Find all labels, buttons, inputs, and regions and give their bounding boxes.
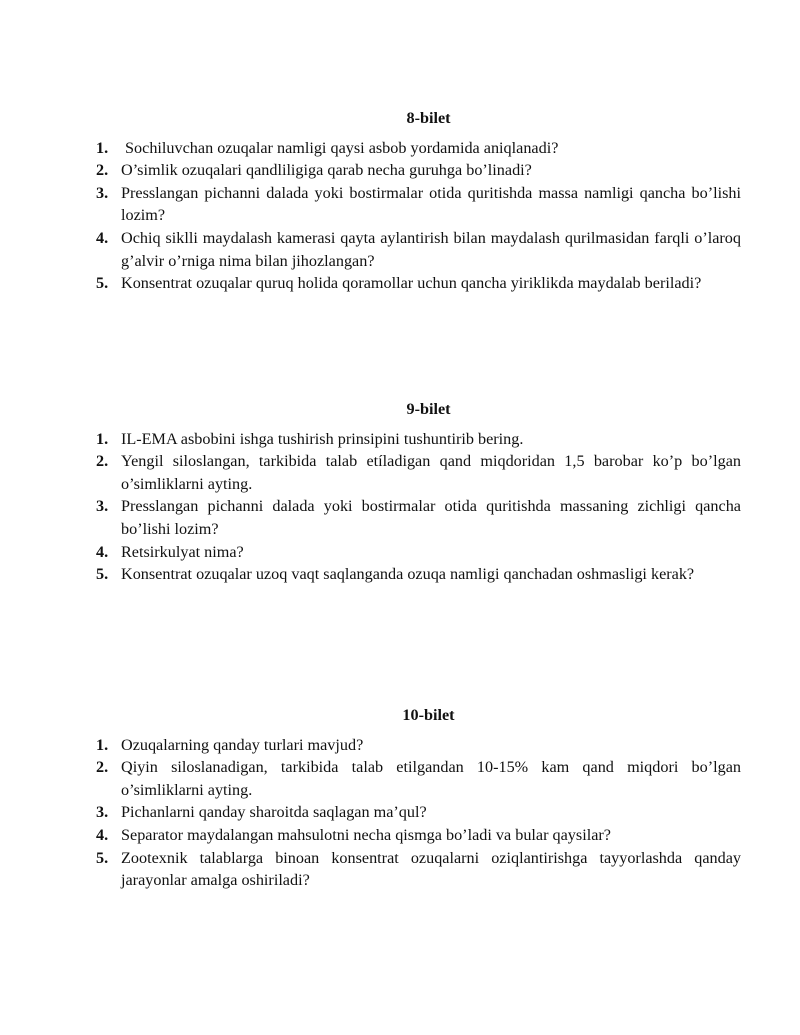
question-text: IL-EMA asbobini ishga tushirish prinsipini tushuntirib bering. <box>121 429 524 448</box>
question-text: Presslangan pichanni dalada yoki bostirmalar otida quritishda massa namligi qancha bo’lishi lozim? <box>121 183 741 225</box>
question-number: 1. <box>96 138 109 157</box>
question-number: 1. <box>96 429 109 448</box>
question-text: Separator maydalangan mahsulotni necha qismga bo’ladi va bular qaysilar? <box>121 825 611 844</box>
question-text: Ozuqalarning qanday turlari mavjud? <box>121 735 364 754</box>
question-item <box>96 182 741 227</box>
ticket-10-title: 10-bilet <box>402 706 455 724</box>
question-number: 5. <box>96 274 109 293</box>
question-item <box>96 227 741 272</box>
ticket-8-section <box>96 107 741 295</box>
question-number: 4. <box>96 825 109 844</box>
question-number: 4. <box>96 228 109 247</box>
question-text: Zootexnik talablarga binoan konsentrat ozuqalarni oziqlantirishga tayyorlashda qanday jarayonlar amalga oshiriladi? <box>121 848 741 890</box>
question-item <box>96 734 741 757</box>
question-item <box>96 159 741 182</box>
question-number: 5. <box>96 565 109 584</box>
question-item <box>96 824 741 847</box>
question-item <box>96 450 741 495</box>
question-item <box>96 428 741 451</box>
question-item <box>96 495 741 540</box>
question-item <box>96 137 741 160</box>
question-number: 3. <box>96 497 109 516</box>
question-number: 5. <box>96 848 109 867</box>
ticket-10-section <box>96 704 741 892</box>
question-item <box>96 272 741 295</box>
question-number: 4. <box>96 542 109 561</box>
question-item <box>96 801 741 824</box>
ticket-8-question-list <box>96 137 741 295</box>
question-text: O’simlik ozuqalari qandliligiga qarab necha guruhga bo’linadi? <box>121 161 532 180</box>
question-number: 3. <box>96 183 109 202</box>
question-text: Ochiq siklli maydalash kamerasi qayta aylantirish bilan maydalash qurilmasidan farqli o’laroq g’alvir o’rniga nima bilan jihozlangan? <box>121 228 741 270</box>
question-item <box>96 563 741 586</box>
question-text: Konsentrat ozuqalar uzoq vaqt saqlanganda ozuqa namligi qanchadan oshmasligi kerak? <box>121 565 695 584</box>
question-text: Yengil siloslangan, tarkibida talab etíladigan qand miqdoridan 1,5 barobar ko’p bo’lgan o’simliklarni ayting. <box>121 452 741 493</box>
ticket-9-section <box>96 398 741 586</box>
question-number: 3. <box>96 803 109 822</box>
question-number: 1. <box>96 735 109 754</box>
question-text: Qiyin siloslanadigan, tarkibida talab etilgandan 10-15% kam qand miqdori bo’lgan o’simliklarni ayting. <box>121 758 741 799</box>
question-item <box>96 847 741 892</box>
question-item <box>96 541 741 564</box>
question-text: Konsentrat ozuqalar quruq holida qoramollar uchun qancha yiriklikda maydalab beriladi? <box>121 274 702 293</box>
question-text: Presslangan pichanni dalada yoki bostirmalar otida quritishda massaning zichligi qancha bo’lishi lozim? <box>121 497 741 538</box>
ticket-9-question-list <box>96 428 741 586</box>
question-number: 2. <box>96 161 109 180</box>
question-item <box>96 756 741 801</box>
ticket-8-title: 8-bilet <box>406 109 451 127</box>
question-text: Pichanlarni qanday sharoitda saqlagan ma’qul? <box>121 803 427 822</box>
question-text: Retsirkulyat nima? <box>121 542 244 561</box>
question-number: 2. <box>96 452 109 471</box>
question-text: Sochiluvchan ozuqalar namligi qaysi asbob yordamida aniqlanadi? <box>121 138 559 157</box>
ticket-9-title: 9-bilet <box>406 400 451 418</box>
ticket-10-question-list <box>96 734 741 892</box>
question-number: 2. <box>96 758 109 777</box>
